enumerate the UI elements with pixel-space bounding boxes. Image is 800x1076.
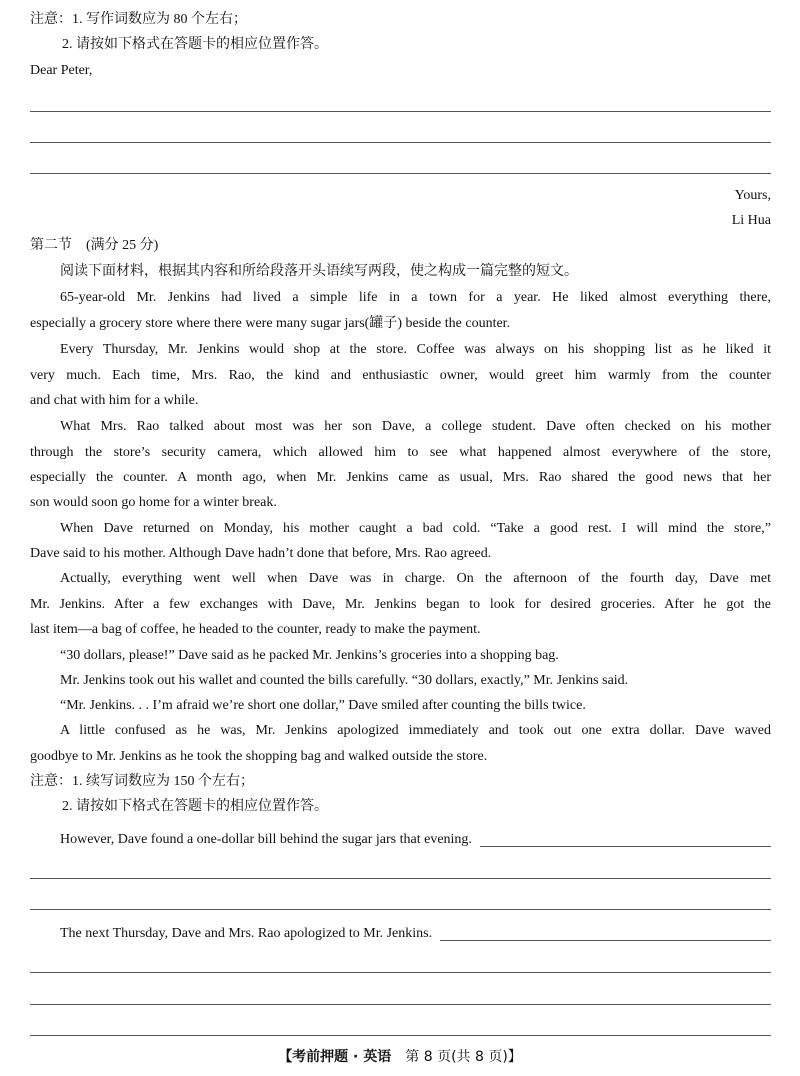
story-line: “Mr. Jenkins. . . I’m afraid we’re short one dollar,” Dave smiled after counting the bills twice. [60,698,586,713]
footer-page: 第 8 页(共 8 页)】 [391,1049,522,1065]
writing-line [480,846,771,847]
letter-closing: Yours, [734,188,771,203]
section-title: 第二节 (满分 25 分) [30,238,159,253]
story-line: A little confused as he was, Mr. Jenkins apologized immediately and took out one extra dollar. Dave waved [60,723,771,738]
story-line: and chat with him for a while. [30,393,199,408]
story-line: Dave said to his mother. Although Dave hadn’t done that before, Mrs. Rao agreed. [30,546,492,561]
story-line: Mr. Jenkins. After a few exchanges with Dave, Mr. Jenkins began to look for desired groceries. After he got the [30,597,771,612]
letter-greeting: Dear Peter, [30,63,93,78]
story-line: very much. Each time, Mrs. Rao, the kind and enthusiastic owner, would greet him warmly from the counter [30,368,771,383]
writing-line [30,972,771,973]
writing-line [30,1004,771,1005]
page-footer [0,1047,800,1067]
story-line: especially the counter. A month ago, when Mr. Jenkins came as usual, Mrs. Rao shared the good news that her [30,470,771,485]
footer-subject: 英语 [363,1049,392,1065]
continuation-prompt-1 [60,830,771,850]
prompt-1-text: However, Dave found a one-dollar bill behind the sugar jars that evening. [60,832,472,847]
footer-series: 【考前押题 · [278,1049,364,1065]
prompt-2-text: The next Thursday, Dave and Mrs. Rao apologized to Mr. Jenkins. [60,926,433,941]
story-line: through the store’s security camera, which allowed him to see what happened almost everywhere of the store, [30,445,771,460]
section-instruction: 阅读下面材料，根据其内容和所给段落开头语续写两段，使之构成一篇完整的短文。 [60,264,578,279]
writing-line [30,173,771,174]
letter-signature: Li Hua [731,213,771,228]
story-line: last item—a bag of coffee, he headed to the counter, ready to make the payment. [30,622,481,637]
writing-line [30,111,771,112]
note-2-line-1: 注意：1. 续写词数应为 150 个左右； [30,774,254,789]
story-line: When Dave returned on Monday, his mother caught a bad cold. “Take a good rest. I will mind the store,” [60,521,771,536]
writing-line [30,142,771,143]
story-line: Mr. Jenkins took out his wallet and counted the bills carefully. “30 dollars, exactly,” Mr. Jenkins said. [60,673,629,688]
story-line: son would soon go home for a winter break. [30,495,277,510]
note-1-line-1: 注意：1. 写作词数应为 80 个左右； [30,12,247,27]
writing-line [440,940,771,941]
writing-line [30,1035,771,1036]
story-line: Every Thursday, Mr. Jenkins would shop at the store. Coffee was always on his shopping list as he liked it [60,342,771,357]
story-line: especially a grocery store where there were many sugar jars(罐子) beside the counter. [30,316,511,331]
continuation-prompt-2 [60,924,771,944]
story-line: goodbye to Mr. Jenkins as he took the shopping bag and walked outside the store. [30,749,488,764]
writing-line [30,909,771,910]
story-line: “30 dollars, please!” Dave said as he packed Mr. Jenkins’s groceries into a shopping bag. [60,648,559,663]
writing-line [30,878,771,879]
story-line: Actually, everything went well when Dave was in charge. On the afternoon of the fourth day, Dave met [60,571,771,586]
note-1-line-2: 2. 请按如下格式在答题卡的相应位置作答。 [62,37,328,52]
note-2-line-2: 2. 请按如下格式在答题卡的相应位置作答。 [62,799,328,814]
story-line: What Mrs. Rao talked about most was her son Dave, a college student. Dave often checked on his mother [60,419,771,434]
story-line: 65-year-old Mr. Jenkins had lived a simple life in a town for a year. He liked almost everything there, [60,290,771,305]
